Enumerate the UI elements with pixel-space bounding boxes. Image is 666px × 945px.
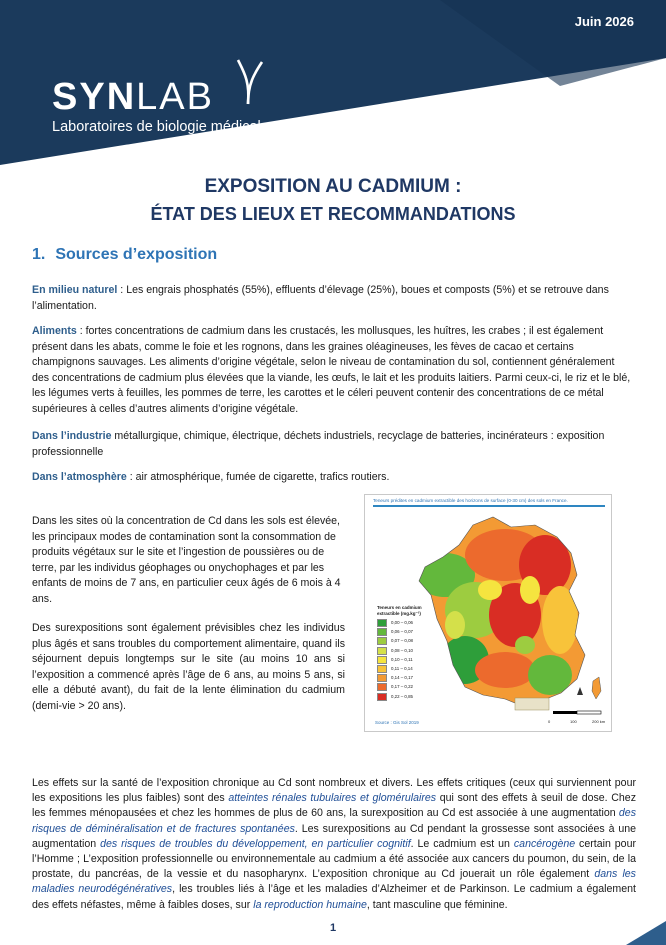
legend-label: 0,10 – 0,11 (391, 656, 413, 662)
source-text: : Les engrais phosphatés (55%), effluents d’élevage (25%), boues et composts (5%) et se retrouve dans l’alimentation. (32, 284, 609, 312)
logo-lab: LAB (136, 76, 214, 118)
effects-text: Les effets sur la santé de l’exposition chronique au Cd sont nombreux et divers. Les effets critiques (ceux qui surviennent pour les expositions les plus faibles) sont des (32, 777, 636, 805)
source-label: En milieu naturel (32, 284, 118, 296)
section-number: 1. (32, 246, 46, 263)
source-text: : air atmosphérique, fumée de cigarette, trafics routiers. (126, 471, 390, 483)
source-label: Dans l’atmosphère (32, 471, 127, 483)
gissol-logo (515, 698, 549, 710)
source-label: Dans l’industrie (32, 430, 112, 442)
effects-highlight: des risques de déminéralisation et de fractures spontanées (32, 807, 636, 835)
legend-label: 0,06 – 0,07 (391, 629, 413, 635)
legend-label: 0,22 – 0,85 (391, 693, 413, 699)
map-legend (377, 619, 413, 702)
source-atmosphere (32, 470, 634, 486)
scale-label-0: 0 (548, 719, 551, 724)
legend-item (377, 637, 413, 646)
legend-item (377, 647, 413, 656)
surexposition-paragraph: Des surexpositions sont également prévisibles chez les individus plus âgés et sans troubles du comportement alimentaire, quand ils séjournent depuis longtemps sur le site (au moins 10 ans si l’exposition a commencé après l’âge de 6 ans, au moins 5 ans, si elle a débuté avant), du fait de la lente élimination du cadmium (demi-vie > 20 ans). (32, 622, 345, 712)
legend-swatch (377, 693, 387, 701)
effects-text: certain pour l’Homme ; L’exposition professionnelle ou environnementale au cadmium a été associée aux cancers du poumon, du sein, de la prostate, du pancréas, de la vessie et du nasopharynx. L’exposition chronique au Cd jouerait un rôle également (32, 837, 636, 881)
scale-label-200: 200 km (592, 719, 606, 724)
effects-highlight: des risques de troubles du développement, en particulier cognitif (100, 837, 411, 850)
legend-label: 0,08 – 0,10 (391, 647, 413, 653)
header-banner (0, 0, 666, 165)
legend-item (377, 674, 413, 683)
source-aliments (32, 324, 634, 417)
legend-item (377, 628, 413, 637)
legend-label: 0,11 – 0,14 (391, 666, 413, 672)
issue-date: Juin 2026 (574, 14, 634, 29)
legend-item (377, 683, 413, 692)
document-title-line2: ÉTAT DES LIEUX ET RECOMMANDATIONS (150, 204, 516, 224)
source-text: : fortes concentrations de cadmium dans les crustacés, les mollusques, les huîtres, les crabes ; il est également présent dans les abats, comme le foie et les rognons, dans les graines oléagineuses, les fèves de cacao et certains champignons sauvages. Les aliments d’origine végétale, selon le niveau de contamination du sol, contiennent généralement des concentrations de cadmium plus élevées que la viande, les œufs, le lait et les produits laitiers. Parmi ceux-ci, le riz et le blé, les légumes verts à feuilles, les pommes de terre, les carottes et le céleri peuvent contenir des concentrations de ce métal supérieures à celles d’autres aliments d’origine végétale. (32, 325, 631, 415)
legend-swatch (377, 665, 387, 673)
legend-swatch (377, 637, 387, 645)
source-label: Aliments (32, 325, 77, 337)
effects-highlight: cancérogène (513, 837, 576, 850)
legend-item (377, 656, 413, 665)
effects-text: qui sont des effets à seuil de dose. Chez les femmes ménopausées et chez les hommes de plus de 60 ans, la surexposition au Cd est associée à une augmentation (32, 792, 636, 820)
health-effects-paragraph (32, 776, 636, 913)
corsica-shape (592, 677, 601, 699)
legend-label: 0,14 – 0,17 (391, 675, 413, 681)
legend-swatch (377, 674, 387, 682)
logo-tagline: Laboratoires de biologie médicale (52, 119, 269, 135)
legend-label: 0,00 – 0,06 (391, 620, 413, 626)
legend-swatch (377, 683, 387, 691)
north-arrow-icon (577, 687, 583, 695)
legend-item (377, 693, 413, 702)
section-heading (32, 246, 217, 264)
effects-highlight: atteintes rénales tubulaires et glomérulaires (228, 792, 437, 805)
legend-item (377, 619, 413, 628)
scale-label-100: 100 (570, 719, 577, 724)
effects-text: . Les surexpositions au Cd pendant la grossesse sont associées à une augmentation (32, 822, 637, 850)
source-text: métallurgique, chimique, électrique, déchets industriels, recyclage de batteries, incinérateurs : exposition professionnelle (32, 430, 605, 458)
map-caption: Teneurs prédites en cadmium extractible des horizons de surface (0-30 cm) des sols en France. (373, 498, 605, 507)
effects-text: , tant masculine que féminine. (366, 898, 508, 911)
site-contamination-paragraph: Dans les sites où la concentration de Cd dans les sols est élevée, les principaux modes de contamination sont la consommation de produits végétaux sur le site et l’ingestion de poussières ou de terre, par les individus géophages ou onychophages et par les enfants de moins de 7 ans, en particulier ceux âgés de 6 mois à 4 ans. (32, 515, 341, 605)
scale-bar (551, 709, 603, 717)
legend-item (377, 665, 413, 674)
section-title: Sources d’exposition (55, 246, 218, 263)
legend-label: 0,17 – 0,22 (391, 684, 413, 690)
legend-title-line2: extractible (mg.kg⁻¹) (377, 610, 421, 616)
scale-labels (548, 719, 608, 724)
logo-leaf-icon (232, 58, 272, 108)
effects-text: . Le cadmium est un (410, 837, 514, 850)
effects-highlight: la reproduction humaine (253, 898, 367, 911)
legend-title (377, 605, 422, 616)
legend-swatch (377, 619, 387, 627)
legend-swatch (377, 656, 387, 664)
logo-syn: SYN (52, 76, 137, 118)
corner-decoration (626, 921, 666, 945)
legend-swatch (377, 628, 387, 636)
legend-title-line1: Teneurs en cadmium (377, 605, 422, 610)
map-source: Source : Gis Sol 2019 (375, 720, 419, 725)
legend-label: 0,07 – 0,08 (391, 638, 413, 644)
source-milieu-naturel (32, 283, 634, 314)
source-industrie (32, 429, 634, 460)
cadmium-map-figure (364, 494, 612, 732)
document-title-line1: EXPOSITION AU CADMIUM : (204, 176, 462, 197)
page-number: 1 (329, 922, 337, 934)
effects-text: , les troubles liés à l’âge et les maladies d’Alzheimer et de Parkinson. Le cadmium a également des effets néfastes, même à faibles doses, sur (32, 883, 636, 911)
legend-swatch (377, 647, 387, 655)
effects-highlight: dans les maladies neurodégénératives (32, 868, 636, 896)
